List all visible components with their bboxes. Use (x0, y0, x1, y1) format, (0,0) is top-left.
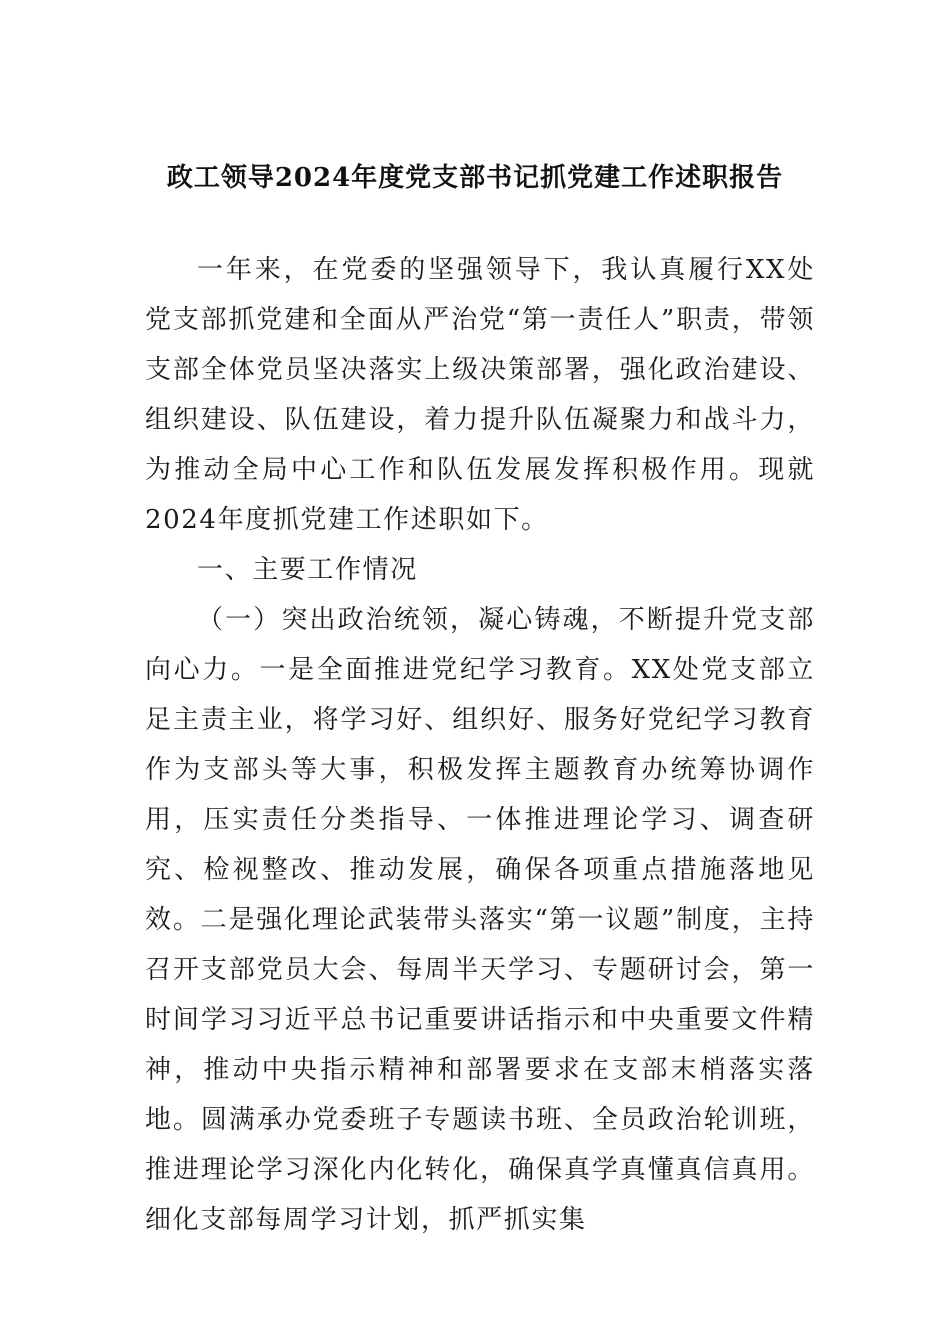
section-heading: 一、主要工作情况 (197, 555, 418, 585)
body-paragraph: （一）突出政治统领，凝心铸魂，不断提升党支部向心力。一是全面推进党纪学习教育。XX处党支部立足主责主业，将学习好、组织好、服务好党纪学习教育作为支部头等大事，积极发挥主题教育办统筹协调作用，压实责任分类指导、一体推进理论学习、调查研究、检视整改、推动发展，确保各项重点措施落地见效。二是强化理论武装带头落实“第一议题”制度，主持召开支部党员大会、每周半天学习、专题研讨会，第一时间学习习近平总书记重要讲话指示和中央重要文件精神，推动中央指示精神和部署要求在支部末梢落实落地。圆满承办党委班子专题读书班、全员政治轮训班，推进理论学习深化内化转化，确保真学真懂真信真用。细化支部每周学习计划，抓严抓实集 (145, 605, 815, 1235)
intro-paragraph: 一年来，在党委的坚强领导下，我认真履行XX处党支部抓党建和全面从严治党“第一责任人”职责，带领支部全体党员坚决落实上级决策部署，强化政治建设、组织建设、队伍建设，着力提升队伍凝聚力和战斗力，为推动全局中心工作和队伍发展发挥积极作用。现就2024年度抓党建工作述职如下。 (145, 255, 815, 535)
document-body (145, 245, 815, 1245)
document-title: 政工领导2024年度党支部书记抓党建工作述职报告 (166, 163, 784, 193)
